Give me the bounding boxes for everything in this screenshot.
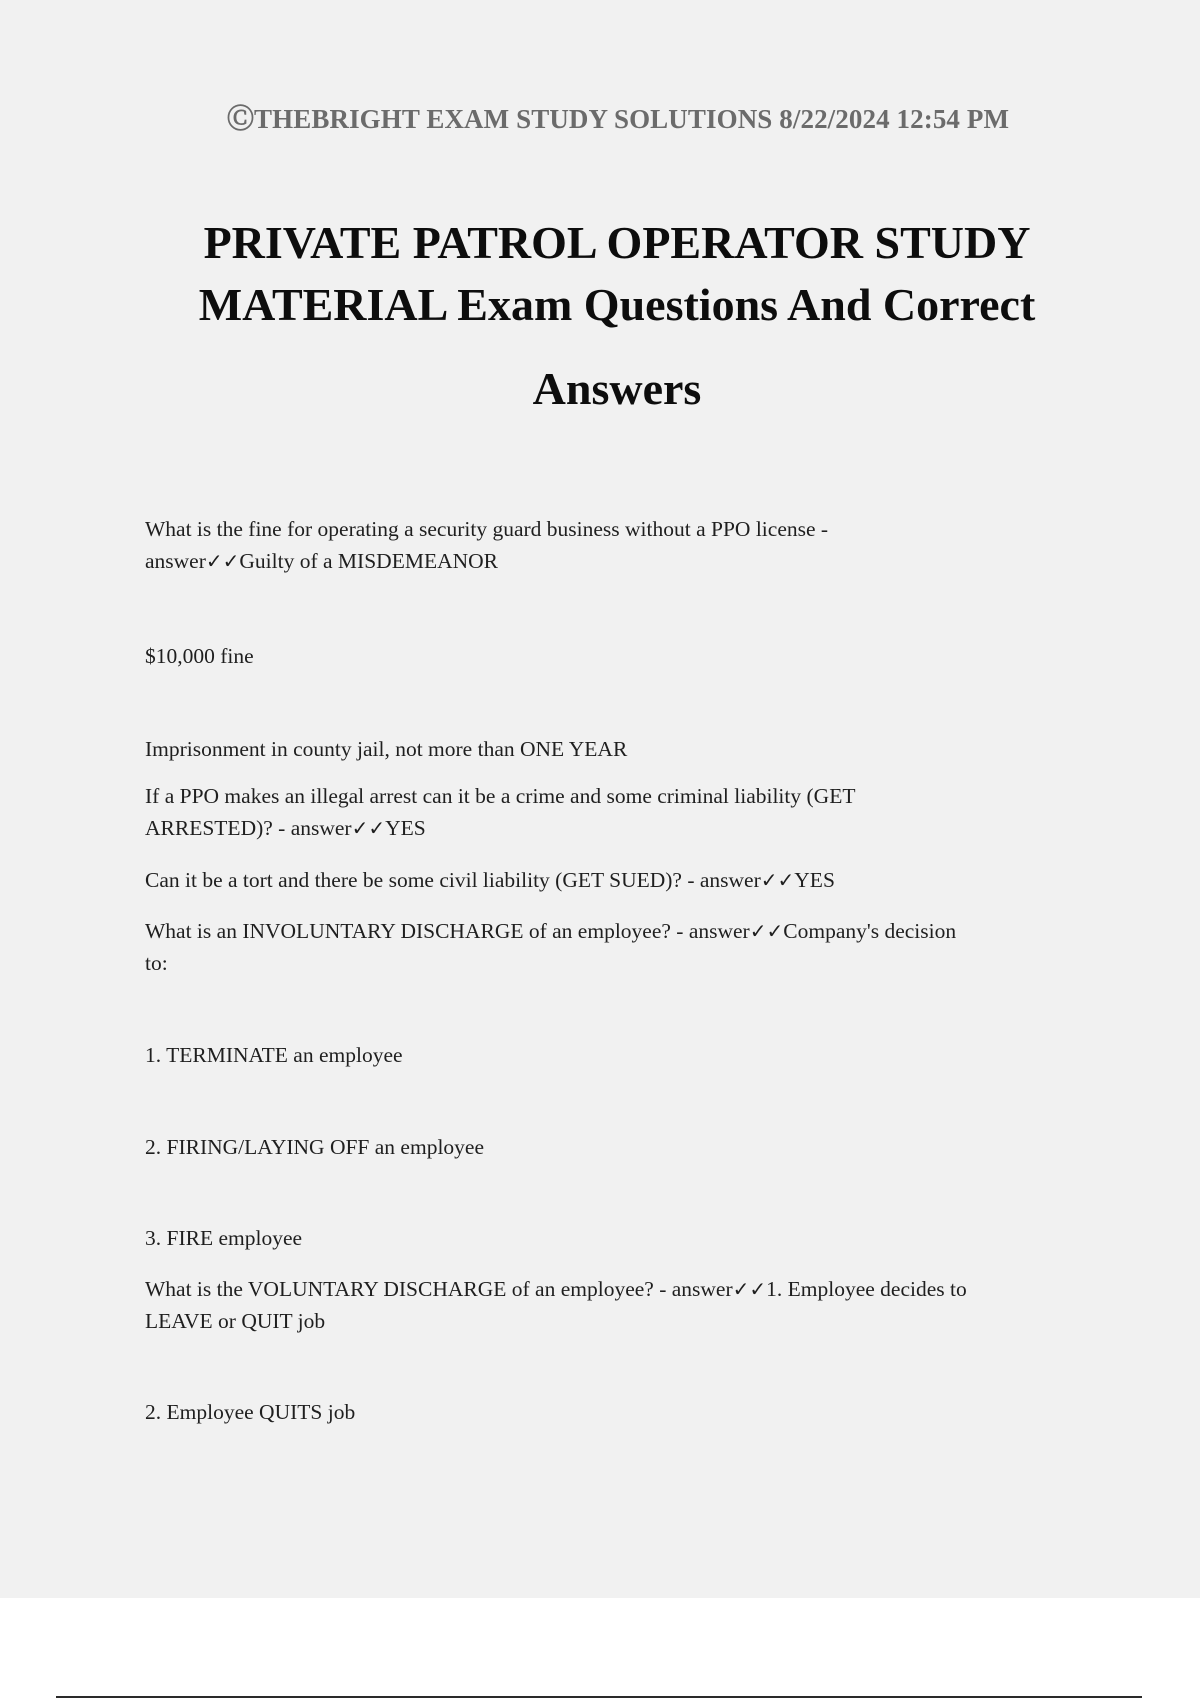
document-title [120, 212, 1114, 420]
double-check-icon: ✓✓ [732, 1277, 767, 1301]
double-check-icon: ✓✓ [760, 868, 795, 892]
watermark-text: THEBRIGHT EXAM STUDY SOLUTIONS 8/22/2024 12:54 PM [254, 104, 1010, 134]
question-5 [145, 1273, 1085, 1337]
answer-4-item-2: 2. FIRING/LAYING OFF an employee [145, 1135, 485, 1159]
title-line-2: MATERIAL Exam Questions And Correct [198, 279, 1036, 330]
answer-text: Guilty of a MISDEMEANOR [239, 549, 498, 573]
answer-text: YES [794, 868, 835, 892]
question-3 [145, 864, 1085, 896]
question-2-text: If a PPO makes an illegal arrest can it be a crime and some criminal liability (GET [145, 784, 856, 808]
answer-text: Company's decision [783, 919, 957, 943]
question-4 [145, 915, 1085, 979]
answer-1-fine: $10,000 fine [145, 644, 254, 668]
watermark-header [0, 97, 1200, 136]
answer-text-continued: LEAVE or QUIT job [145, 1309, 326, 1333]
answer-text-continued: to: [145, 951, 168, 975]
answer-text: YES [385, 816, 426, 840]
page-divider [56, 1696, 1142, 1698]
answer-prefix: answer [145, 549, 206, 573]
question-1 [145, 513, 1085, 577]
question-2 [145, 780, 1085, 844]
title-line-1: PRIVATE PATROL OPERATOR STUDY [203, 217, 1031, 268]
double-check-icon: ✓✓ [749, 919, 784, 943]
answer-4-item-1: 1. TERMINATE an employee [145, 1043, 403, 1067]
double-check-icon: ✓✓ [351, 816, 386, 840]
question-3-text: Can it be a tort and there be some civil liability (GET SUED)? - answer [145, 868, 761, 892]
double-check-icon: ✓✓ [205, 549, 240, 573]
answer-text: 1. Employee decides to [766, 1277, 967, 1301]
copyright-symbol: Ⓒ [226, 104, 255, 134]
answer-4-item-3: 3. FIRE employee [145, 1226, 303, 1250]
answer-5-item-2: 2. Employee QUITS job [145, 1400, 356, 1424]
answer-prefix: ARRESTED)? - answer [145, 816, 352, 840]
title-line-3: Answers [532, 363, 702, 414]
question-5-text: What is the VOLUNTARY DISCHARGE of an employee? - answer [145, 1277, 733, 1301]
answer-1-jail: Imprisonment in county jail, not more than ONE YEAR [145, 737, 628, 761]
question-4-text: What is an INVOLUNTARY DISCHARGE of an employee? - answer [145, 919, 750, 943]
question-1-text: What is the fine for operating a security guard business without a PPO license - [145, 517, 829, 541]
